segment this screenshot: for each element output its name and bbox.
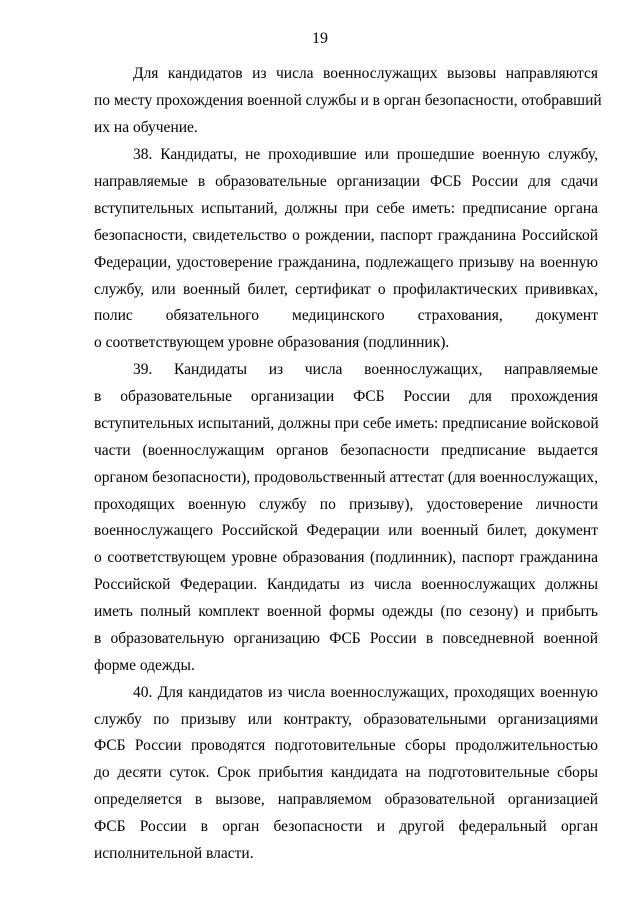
text-line: безопасности, свидетельство о рождении, паспорт гражданина Российской [94,227,598,244]
paragraph-39-first-line: 39. Кандидаты из числа военнослужащих, направляемые [133,361,598,378]
text-line: направляемые в образовательные организации ФСБ России для сдачи [94,173,598,190]
text-line: проходящих военную службу по призыву), удостоверение личности [94,496,598,513]
text-line: о соответствующем уровне образования (подлинник). [94,334,450,351]
text-line: по месту прохождения военной службы и в орган безопасности, отобравший [94,92,602,109]
text-line: вступительных испытаний, должны при себе иметь: предписание органа [94,200,598,217]
paragraph-38-first-line: 38. Кандидаты, не проходившие или прошедшие военную службу, [133,146,598,163]
page-number: 19 [312,30,328,47]
text-line: полис обязательного медицинского страхования, документ [94,307,598,324]
text-line: службу, или военный билет, сертификат о профилактических прививках, [94,281,598,298]
text-line: Для кандидатов из числа военнослужащих вызовы направляются [133,65,598,82]
paragraph-40-first-line: 40. Для кандидатов из числа военнослужащих, проходящих военную [133,684,598,701]
text-line: форме одежды. [94,657,195,674]
text-line: иметь полный комплект военной формы одежды (по сезону) и прибыть [94,603,598,620]
text-line: органом безопасности), продовольственный аттестат (для военнослужащих, [94,469,598,486]
text-line: о соответствующем уровне образования (подлинник), паспорт гражданина [94,549,598,566]
text-line: в образовательные организации ФСБ России для прохождения [94,388,598,405]
text-line: Российской Федерации. Кандидаты из числа военнослужащих должны [94,576,598,593]
text-line: службу по призыву или контракту, образовательными организациями [94,711,598,728]
text-line: военнослужащего Российской Федерации или военный билет, документ [94,522,598,539]
text-line: определяется в вызове, направляемом образовательной организацией [94,791,598,808]
text-line: ФСБ России проводятся подготовительные сборы продолжительностью [94,737,598,754]
text-line: до десяти суток. Срок прибытия кандидата на подготовительные сборы [94,764,598,781]
text-line: исполнительной власти. [94,845,254,862]
text-line: их на обучение. [94,119,198,136]
text-line: вступительных испытаний, должны при себе иметь: предписание войсковой [94,415,599,432]
text-line: части (военнослужащим органов безопасности предписание выдается [94,442,598,459]
text-line: ФСБ России в орган безопасности и другой федеральный орган [94,818,598,835]
text-line: Федерации, удостоверение гражданина, подлежащего призыву на военную [94,254,598,271]
text-line: в образовательную организацию ФСБ России в повседневной военной [94,630,598,647]
